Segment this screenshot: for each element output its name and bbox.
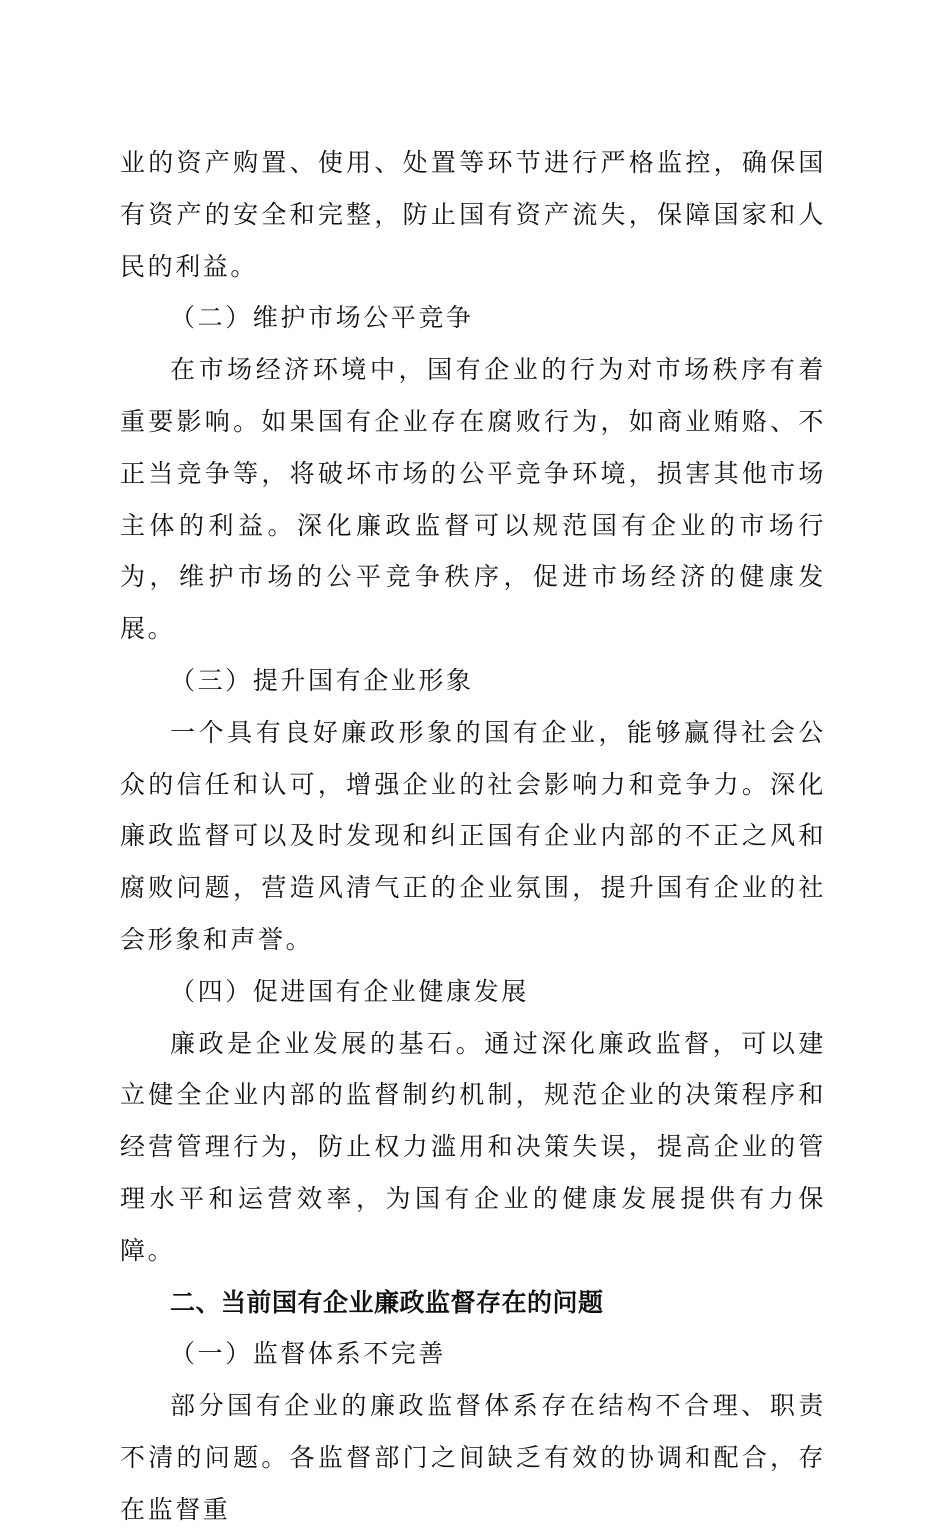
paragraph-fair-competition: 在市场经济环境中，国有企业的行为对市场秩序有着重要影响。如果国有企业存在腐败行为，如商业贿赂、不正当竞争等，将破坏市场的公平竞争环境，损害其他市场主体的利益。深化廉政监督可以规范国有企业的市场行为，维护市场的公平竞争秩序，促进市场经济的健康发展。 bbox=[120, 355, 826, 644]
subheading-maintain-fair-competition: （二）维护市场公平竞争 bbox=[170, 303, 474, 333]
subheading-incomplete-system: （一）监督体系不完善 bbox=[170, 1339, 447, 1369]
paragraph-healthy-development: 廉政是企业发展的基石。通过深化廉政监督，可以建立健全企业内部的监督制约机制，规范企业的决策程序和经营管理行为，防止权力滥用和决策失误，提高企业的管理水平和运营效率，为国有企业的健康发展提供有力保障。 bbox=[120, 1028, 826, 1265]
paragraph-enhance-image: 一个具有良好廉政形象的国有企业，能够赢得社会公众的信任和认可，增强企业的社会影响力和竞争力。深化廉政监督可以及时发现和纠正国有企业内部的不正之风和腐败问题，营造风清气正的企业氛围，提升国有企业的社会形象和声誉。 bbox=[120, 717, 826, 954]
subheading-healthy-development: （四）促进国有企业健康发展 bbox=[170, 976, 529, 1006]
paragraph-incomplete-system: 部分国有企业的廉政监督体系存在结构不合理、职责不清的问题。各监督部门之间缺乏有效的协调和配合，存在监督重 bbox=[120, 1391, 826, 1524]
section-heading-current-problems: 二、当前国有企业廉政监督存在的问题 bbox=[170, 1287, 604, 1317]
subheading-enhance-image: （三）提升国有企业形象 bbox=[170, 665, 474, 695]
document-body bbox=[120, 137, 826, 1536]
paragraph-continued: 业的资产购置、使用、处置等环节进行严格监控，确保国有资产的安全和完整，防止国有资产流失，保障国家和人民的利益。 bbox=[120, 148, 826, 281]
